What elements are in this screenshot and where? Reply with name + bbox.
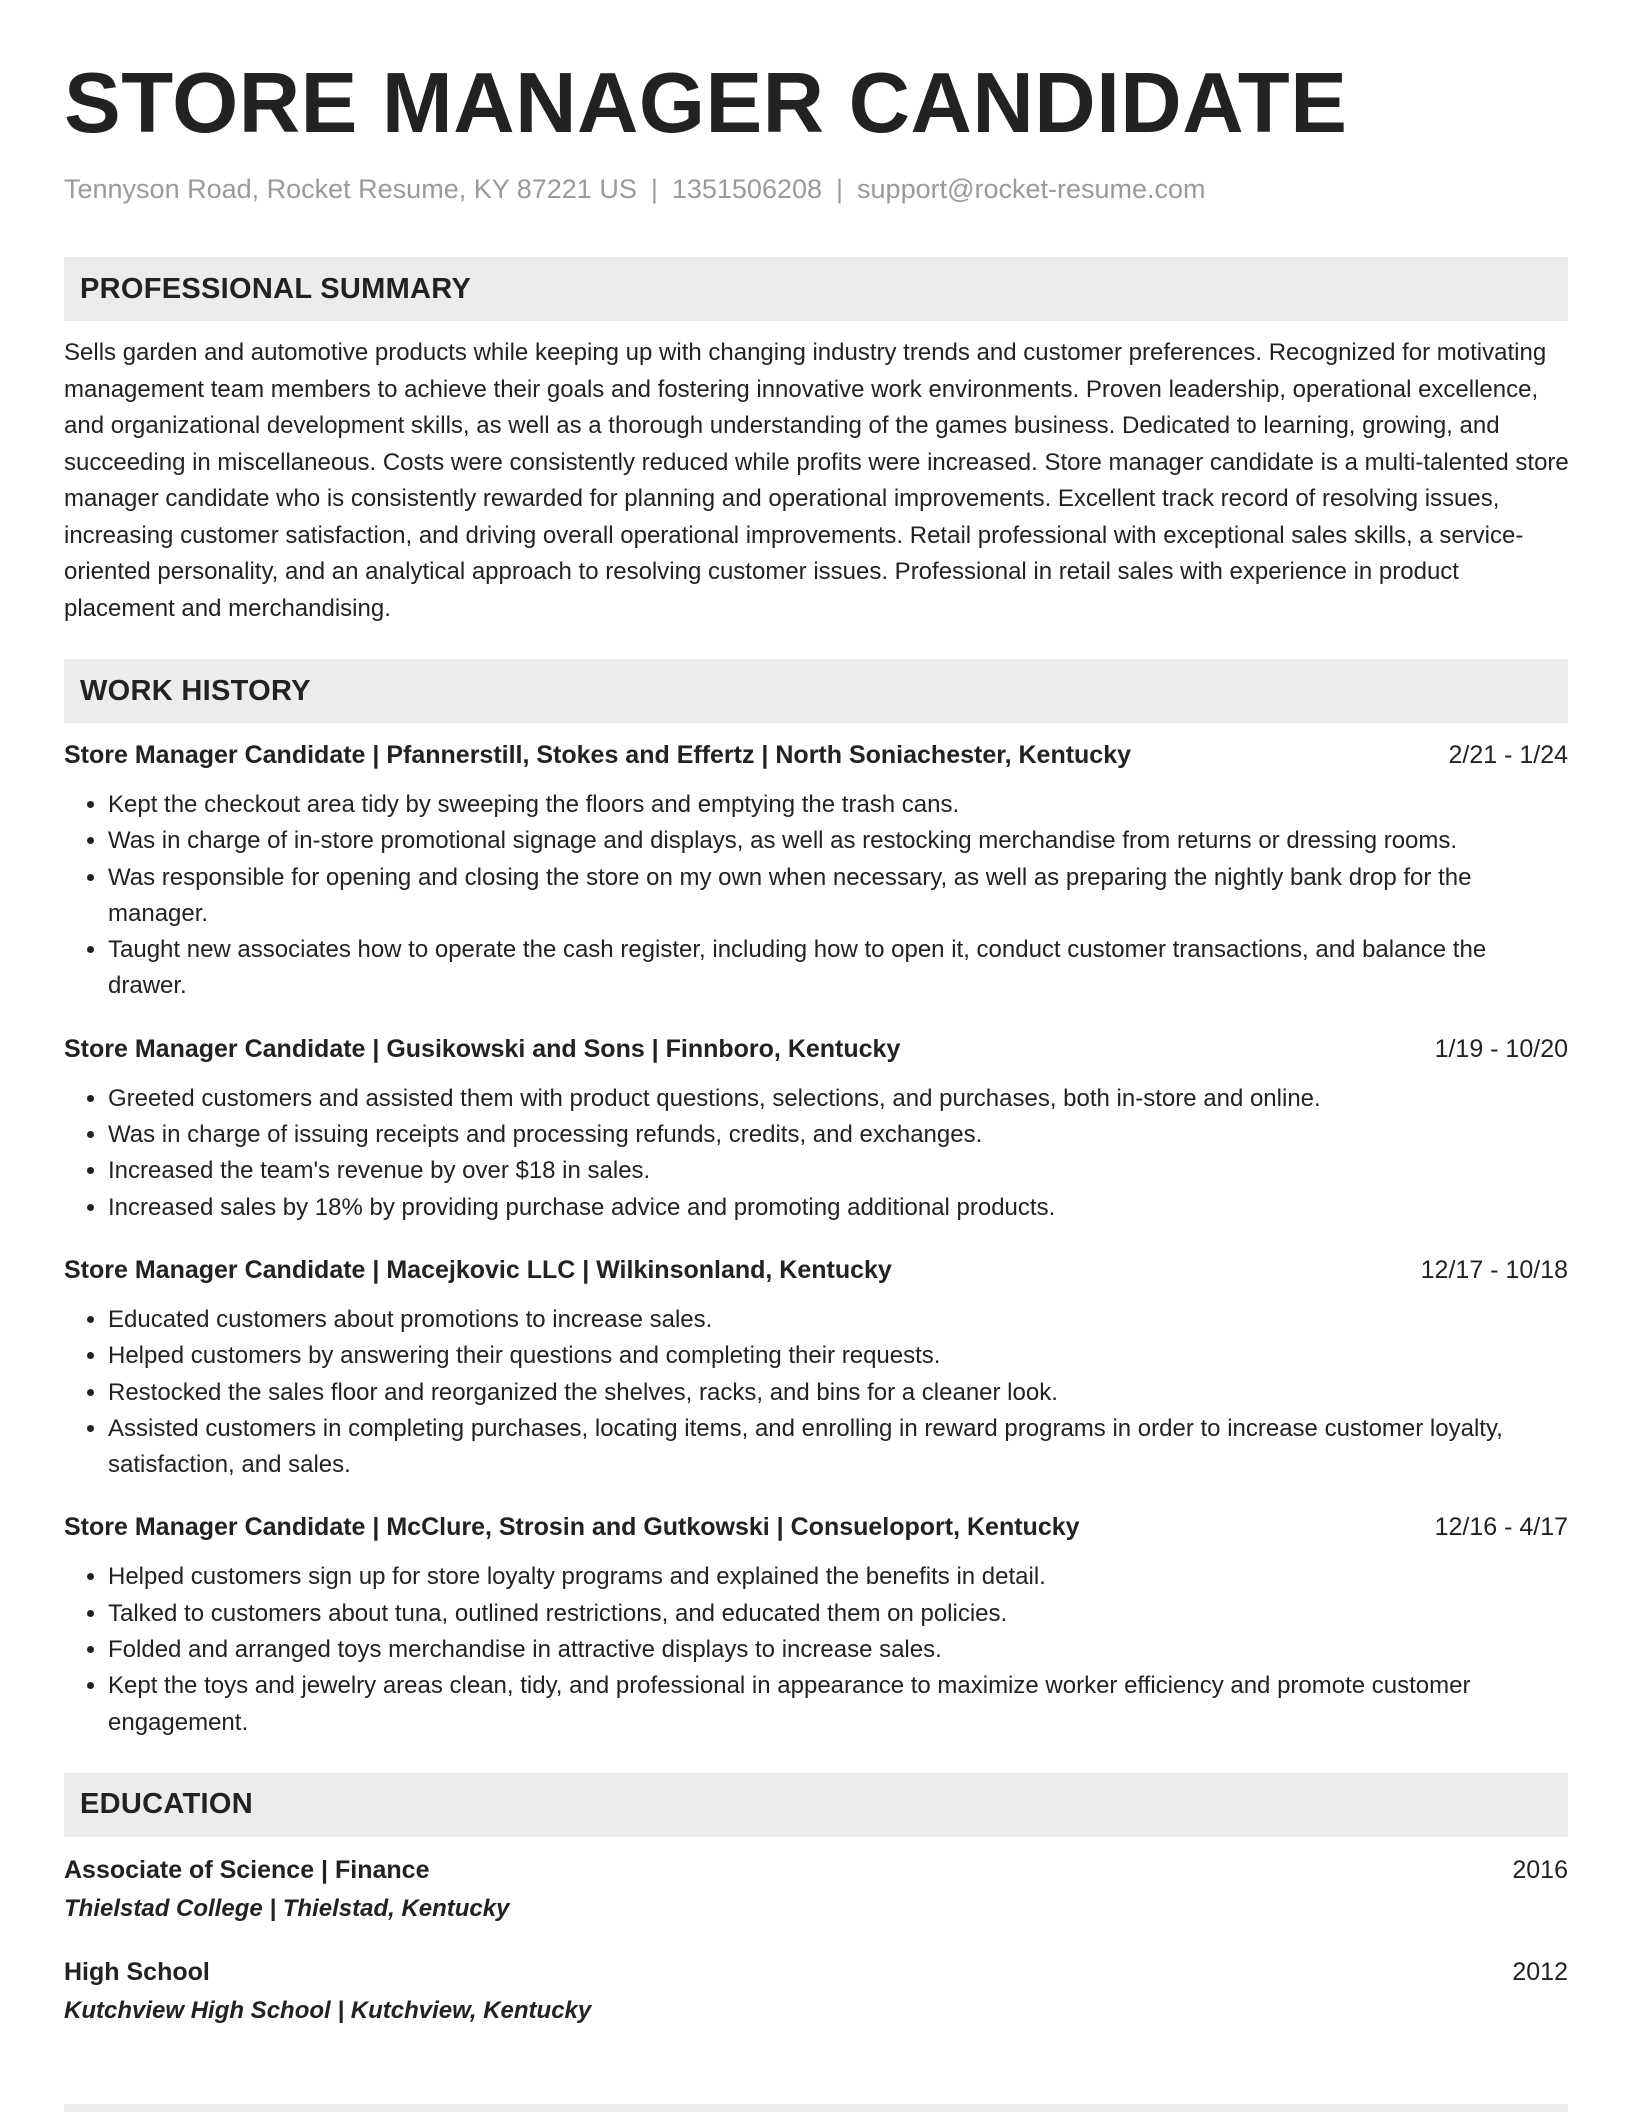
job-bullet: • Greeted customers and assisted them with product questions, selections, and purchases, both in-store and online. (108, 1081, 1568, 1117)
job-bullet-list (64, 1081, 1568, 1226)
education-year: 2012 (1512, 1957, 1568, 1986)
section-heading-work-history: WORK HISTORY (64, 659, 1568, 723)
job-title: Store Manager Candidate | McClure, Strosin and Gutkowski | Consueloport, Kentucky (64, 1513, 1080, 1542)
contact-phone: 1351506208 (671, 174, 823, 204)
section-divider (64, 2104, 1568, 2112)
job-entry (64, 1509, 1568, 1740)
job-bullet-list (64, 1302, 1568, 1483)
job-title: Store Manager Candidate | Macejkovic LLC | Wilkinsonland, Kentucky (64, 1255, 892, 1284)
job-header (64, 1031, 1568, 1067)
summary-paragraph: Sells garden and automotive products while keeping up with changing industry trends and customer preferences. Recognized for motivating management team members to achieve their goals and fostering innovative work environments. Proven leadership, operational excellence, and organizational development skills, as well as a thorough understanding of the games business. Dedicated to learning, growing, and succeeding in miscellaneous. Costs were consistently reduced while profits were increased. Store manager candidate is a multi-talented store manager candidate who is consistently rewarded for planning and operational improvements. Excellent track record of resolving issues, increasing customer satisfaction, and driving overall operational improvements. Retail professional with exceptional sales skills, a service-oriented personality, and an analytical approach to resolving customer issues. Professional in retail sales with experience in product placement and merchandising. (64, 339, 1569, 622)
education-year: 2016 (1512, 1855, 1568, 1884)
contact-line (64, 172, 1568, 206)
job-bullet-list (64, 787, 1568, 1005)
job-header (64, 1509, 1568, 1545)
job-bullet: • Kept the checkout area tidy by sweeping the floors and emptying the trash cans. (108, 787, 1568, 823)
job-entry (64, 737, 1568, 1005)
job-bullet: • Folded and arranged toys merchandise in attractive displays to increase sales. (108, 1632, 1568, 1668)
education-degree: High School (64, 1957, 210, 1986)
contact-separator: | (836, 174, 844, 204)
job-bullet: • Was responsible for opening and closing the store on my own when necessary, as well as preparing the nightly bank drop for the manager. (108, 860, 1568, 933)
education-entry (64, 1953, 1568, 2031)
education-header (64, 1953, 1568, 1991)
job-entry (64, 1252, 1568, 1483)
job-entry (64, 1031, 1568, 1226)
job-bullet: • Talked to customers about tuna, outlined restrictions, and educated them on policies. (108, 1596, 1568, 1632)
job-bullet: • Assisted customers in completing purchases, locating items, and enrolling in reward programs in order to increase customer loyalty, satisfaction, and sales. (108, 1411, 1568, 1484)
job-bullet: • Increased sales by 18% by providing purchase advice and promoting additional products. (108, 1190, 1568, 1226)
job-bullet: • Taught new associates how to operate the cash register, including how to open it, conduct customer transactions, and balance the drawer. (108, 932, 1568, 1005)
education-entry (64, 1851, 1568, 1929)
job-bullet-list (64, 1559, 1568, 1740)
job-title: Store Manager Candidate | Pfannerstill, Stokes and Effertz | North Soniachester, Kentucky (64, 741, 1132, 769)
education-school: Kutchview High School | Kutchview, Kentucky (64, 1996, 592, 2024)
job-bullet: • Increased the team's revenue by over $18 in sales. (108, 1153, 1568, 1189)
job-header (64, 1252, 1568, 1288)
candidate-name: STORE MANAGER CANDIDATE (64, 56, 1348, 151)
job-dates: 2/21 - 1/24 (1448, 741, 1568, 769)
job-bullet: • Educated customers about promotions to increase sales. (108, 1302, 1568, 1338)
job-bullet: • Helped customers sign up for store loyalty programs and explained the benefits in detail. (108, 1559, 1568, 1595)
job-dates: 1/19 - 10/20 (1434, 1034, 1568, 1063)
job-dates: 12/17 - 10/18 (1420, 1255, 1568, 1284)
education-degree: Associate of Science | Finance (64, 1855, 430, 1884)
section-heading-education: EDUCATION (64, 1773, 1568, 1837)
contact-email[interactable]: support@rocket-resume.com (857, 174, 1206, 204)
education-school: Thielstad College | Thielstad, Kentucky (64, 1894, 510, 1922)
section-heading-summary: PROFESSIONAL SUMMARY (64, 257, 1568, 321)
job-bullet: • Restocked the sales floor and reorganized the shelves, racks, and bins for a cleaner look. (108, 1375, 1568, 1411)
job-bullet: • Kept the toys and jewelry areas clean, tidy, and professional in appearance to maximize worker efficiency and promote customer engagement. (108, 1668, 1568, 1741)
job-bullet: • Was in charge of in-store promotional signage and displays, as well as restocking merchandise from returns or dressing rooms. (108, 823, 1568, 859)
contact-address: Tennyson Road, Rocket Resume, KY 87221 US (64, 174, 637, 204)
job-header (64, 737, 1568, 773)
job-title: Store Manager Candidate | Gusikowski and Sons | Finnboro, Kentucky (64, 1034, 901, 1063)
education-header (64, 1851, 1568, 1889)
job-bullet: • Was in charge of issuing receipts and processing refunds, credits, and exchanges. (108, 1117, 1568, 1153)
job-bullet: • Helped customers by answering their questions and completing their requests. (108, 1338, 1568, 1374)
contact-separator: | (650, 174, 658, 204)
job-dates: 12/16 - 4/17 (1434, 1513, 1568, 1542)
